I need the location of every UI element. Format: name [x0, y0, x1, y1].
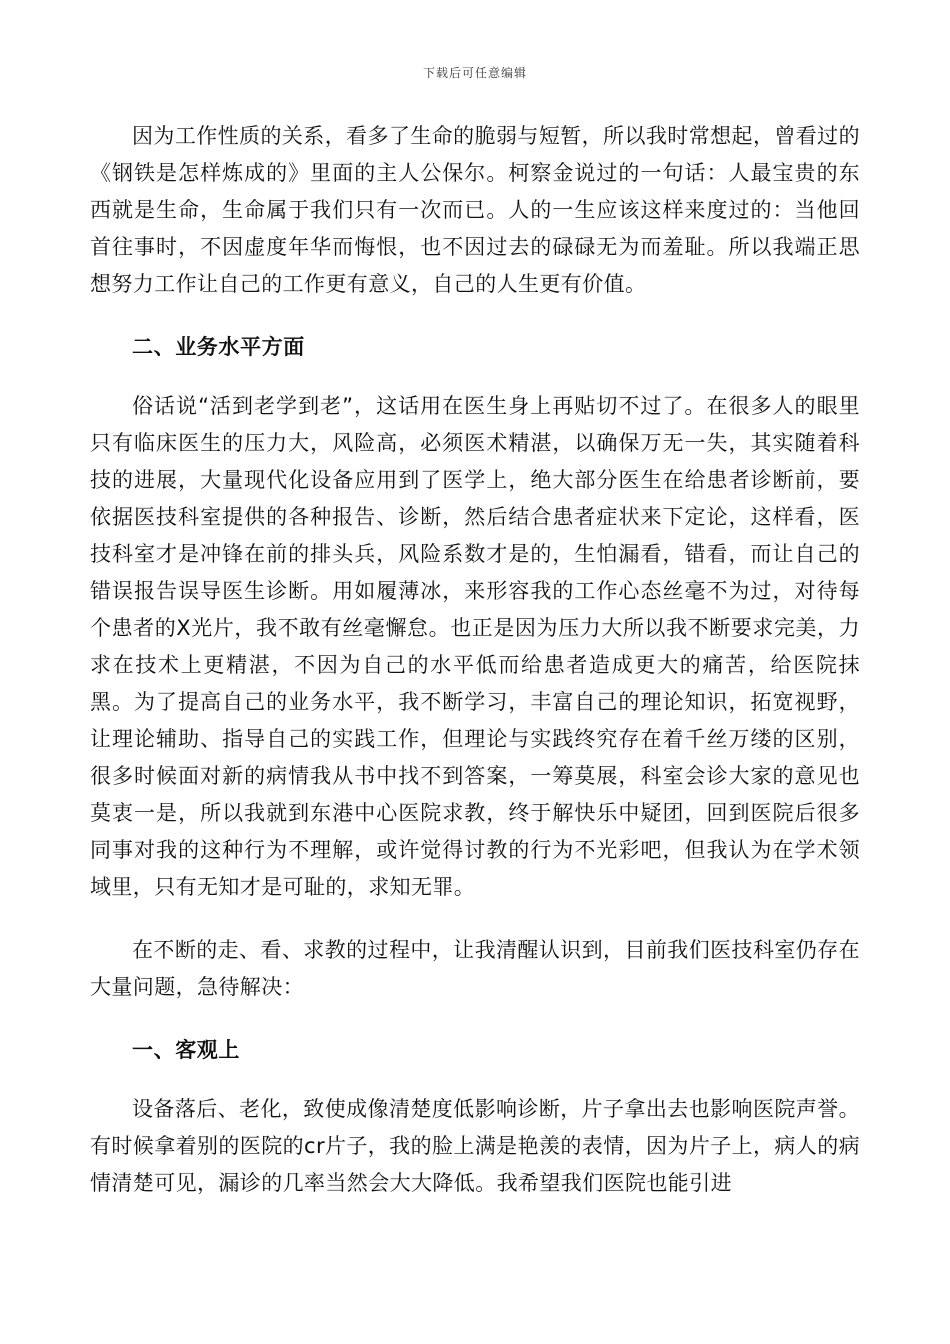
spacer: [90, 366, 860, 388]
section-heading-business-level: 二、业务水平方面: [132, 335, 305, 359]
paragraph-intro: 因为工作性质的关系，看多了生命的脆弱与短暂，所以我时常想起，曾看过的《钢铁是怎样炼成的》里面的主人公保尔。柯察金说过的一句话：人最宝贵的东西就是生命，生命属于我们只有一次而已。人的一生应该这样来度过的：当他回首往事时，不因虚度年华而悔恨，也不因过去的碌碌无为而羞耻。所以我端正思想努力工作让自己的工作更有意义，自己的人生更有价值。: [90, 124, 860, 296]
section-heading-objective: 一、客观上: [132, 1038, 240, 1062]
spacer: [90, 906, 860, 932]
spacer: [90, 1006, 860, 1032]
paragraph-equipment: 设备落后、老化，致使成像清楚度低影响诊断，片子拿出去也影响医院声誉。有时候拿着别的医院的cr片子，我的脸上满是艳羡的表情，因为片子上，病人的病情清楚可见，漏诊的几率当然会大大降低。我希望我们医院也能引进: [90, 1097, 860, 1195]
page-header-note: 下载后可任意编辑: [422, 66, 527, 80]
spacer: [90, 1069, 860, 1091]
paragraph-business-level: 俗话说“活到老学到老”，这话用在医生身上再贴切不过了。在很多人的眼里只有临床医生的压力大，风险高，必须医术精湛，以确保万无一失，其实随着科技的进展，大量现代化设备应用到了医学上，绝大部分医生在给患者诊断前，要依据医技科室提供的各种报告、诊断，然后结合患者症状来下定论，这样看，医技科室才是冲锋在前的排头兵，风险系数才是的，生怕漏看，错看，而让自己的错误报告误导医生诊断。用如履薄冰，来形容我的工作心态丝毫不为过，对待每个患者的X光片，我不敢有丝毫懈怠。也正是因为压力大所以我不断要求完美，力求在技术上更精湛，不因为自己的水平低而给患者造成更大的痛苦，给医院抹黑。为了提高自己的业务水平，我不断学习，丰富自己的理论知识，拓宽视野，让理论辅助、指导自己的实践工作，但理论与实践终究存在着千丝万缕的区别，很多时候面对新的病情我从书中找不到答案，一筹莫展，科室会诊大家的意见也莫衷一是，所以我就到东港中心医院求教，终于解快乐中疑团，回到医院后很多同事对我的这种行为不理解，或许觉得讨教的行为不光彩吧，但我认为在学术领域里，只有无知才是可耻的，求知无罪。: [90, 394, 860, 899]
document-body: [90, 118, 860, 1202]
paragraph-problems: 在不断的走、看、求教的过程中，让我清醒认识到，目前我们医技科室仍存在大量问题，急待解决：: [90, 938, 860, 999]
spacer: [90, 303, 860, 329]
